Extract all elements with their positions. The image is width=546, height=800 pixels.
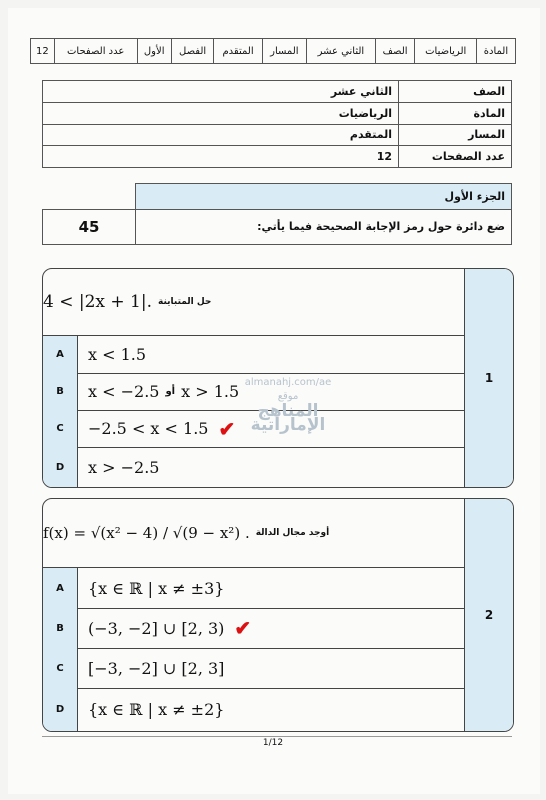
- header-strip: [30, 38, 516, 64]
- question-1-number: 1: [465, 269, 513, 487]
- option-1b[interactable]: [43, 373, 464, 411]
- info-track-value: المتقدم: [43, 124, 399, 146]
- info-pages-value: 12: [43, 146, 399, 168]
- option-text: x < −2.5: [88, 382, 160, 401]
- info-table: [42, 80, 512, 168]
- info-track-label: المسار: [399, 124, 512, 146]
- question-2-number: 2: [465, 499, 513, 731]
- question-2-body: [43, 499, 465, 731]
- part-instruction: ضع دائرة حول رمز الإجابة الصحيحة فيما يأتي:: [136, 209, 512, 244]
- option-2a[interactable]: [43, 568, 464, 609]
- option-letter: A: [43, 568, 78, 608]
- watermark-site-name: المناهج الإماراتية: [250, 401, 326, 435]
- option-text: [−3, −2] ∪ [2, 3]: [88, 658, 225, 678]
- correct-check-icon: ✔: [218, 416, 236, 441]
- strip-grade-label: الصف: [375, 39, 415, 64]
- option-text: {x ∈ ℝ | x ≠ ±3}: [88, 578, 225, 598]
- part-title: الجزء الأول: [136, 184, 512, 210]
- question-1-body: [43, 269, 465, 487]
- option-letter: B: [43, 373, 78, 410]
- option-1c[interactable]: [43, 410, 464, 448]
- option-letter: D: [43, 447, 78, 487]
- question-2: [42, 498, 514, 732]
- option-or-word: أو: [165, 386, 176, 397]
- option-text-2: x > 1.5: [181, 382, 240, 401]
- strip-track-value: المتقدم: [214, 39, 262, 64]
- question-1-stem-text: حل المتباينة: [158, 297, 212, 307]
- strip-subject-value: الرياضيات: [415, 39, 476, 64]
- info-grade-label: الصف: [399, 81, 512, 103]
- question-1-stem: [43, 269, 464, 336]
- option-2d[interactable]: [43, 688, 464, 731]
- watermark-url: almanahj.com/ae: [244, 377, 332, 388]
- option-text: (−3, −2] ∪ [2, 3): [88, 618, 225, 638]
- correct-check-icon: ✔: [234, 616, 252, 640]
- option-letter: A: [43, 336, 78, 373]
- question-2-stem-text: أوجد مجال الدالة: [255, 528, 330, 538]
- strip-track-label: المسار: [262, 39, 306, 64]
- option-letter: C: [43, 648, 78, 688]
- info-subject-value: الرياضيات: [43, 102, 399, 124]
- strip-term-value: الأول: [137, 39, 171, 64]
- strip-term-label: الفصل: [171, 39, 214, 64]
- option-text: −2.5 < x < 1.5: [88, 419, 209, 438]
- info-subject-label: المادة: [399, 102, 512, 124]
- option-letter: C: [43, 410, 78, 447]
- question-2-stem-math: f(x) = √(x² − 4) / √(9 − x²) .: [43, 524, 250, 542]
- strip-grade-value: الثاني عشر: [307, 39, 376, 64]
- info-grade-value: الثاني عشر: [43, 81, 399, 103]
- strip-pages-label: عدد الصفحات: [54, 39, 137, 64]
- option-letter: D: [43, 688, 78, 731]
- question-2-stem: [43, 499, 464, 568]
- strip-subject-label: المادة: [476, 39, 515, 64]
- option-2c[interactable]: [43, 648, 464, 689]
- option-2b[interactable]: [43, 608, 464, 649]
- part-header: [42, 183, 512, 245]
- option-1a[interactable]: [43, 336, 464, 374]
- question-1: [42, 268, 514, 488]
- question-1-stem-math: 4 < |2x + 1|.: [43, 292, 152, 312]
- option-letter: B: [43, 608, 78, 648]
- option-1d[interactable]: [43, 447, 464, 487]
- info-pages-label: عدد الصفحات: [399, 146, 512, 168]
- page-number: 1/12: [262, 738, 284, 748]
- footer-divider: [42, 736, 512, 737]
- option-text: x < 1.5: [88, 345, 147, 364]
- strip-pages-value: 12: [31, 39, 55, 64]
- part-points: 45: [43, 209, 136, 244]
- option-text: {x ∈ ℝ | x ≠ ±2}: [88, 700, 225, 719]
- watermark-site-word: موقع: [277, 391, 299, 402]
- option-text: x > −2.5: [88, 457, 160, 477]
